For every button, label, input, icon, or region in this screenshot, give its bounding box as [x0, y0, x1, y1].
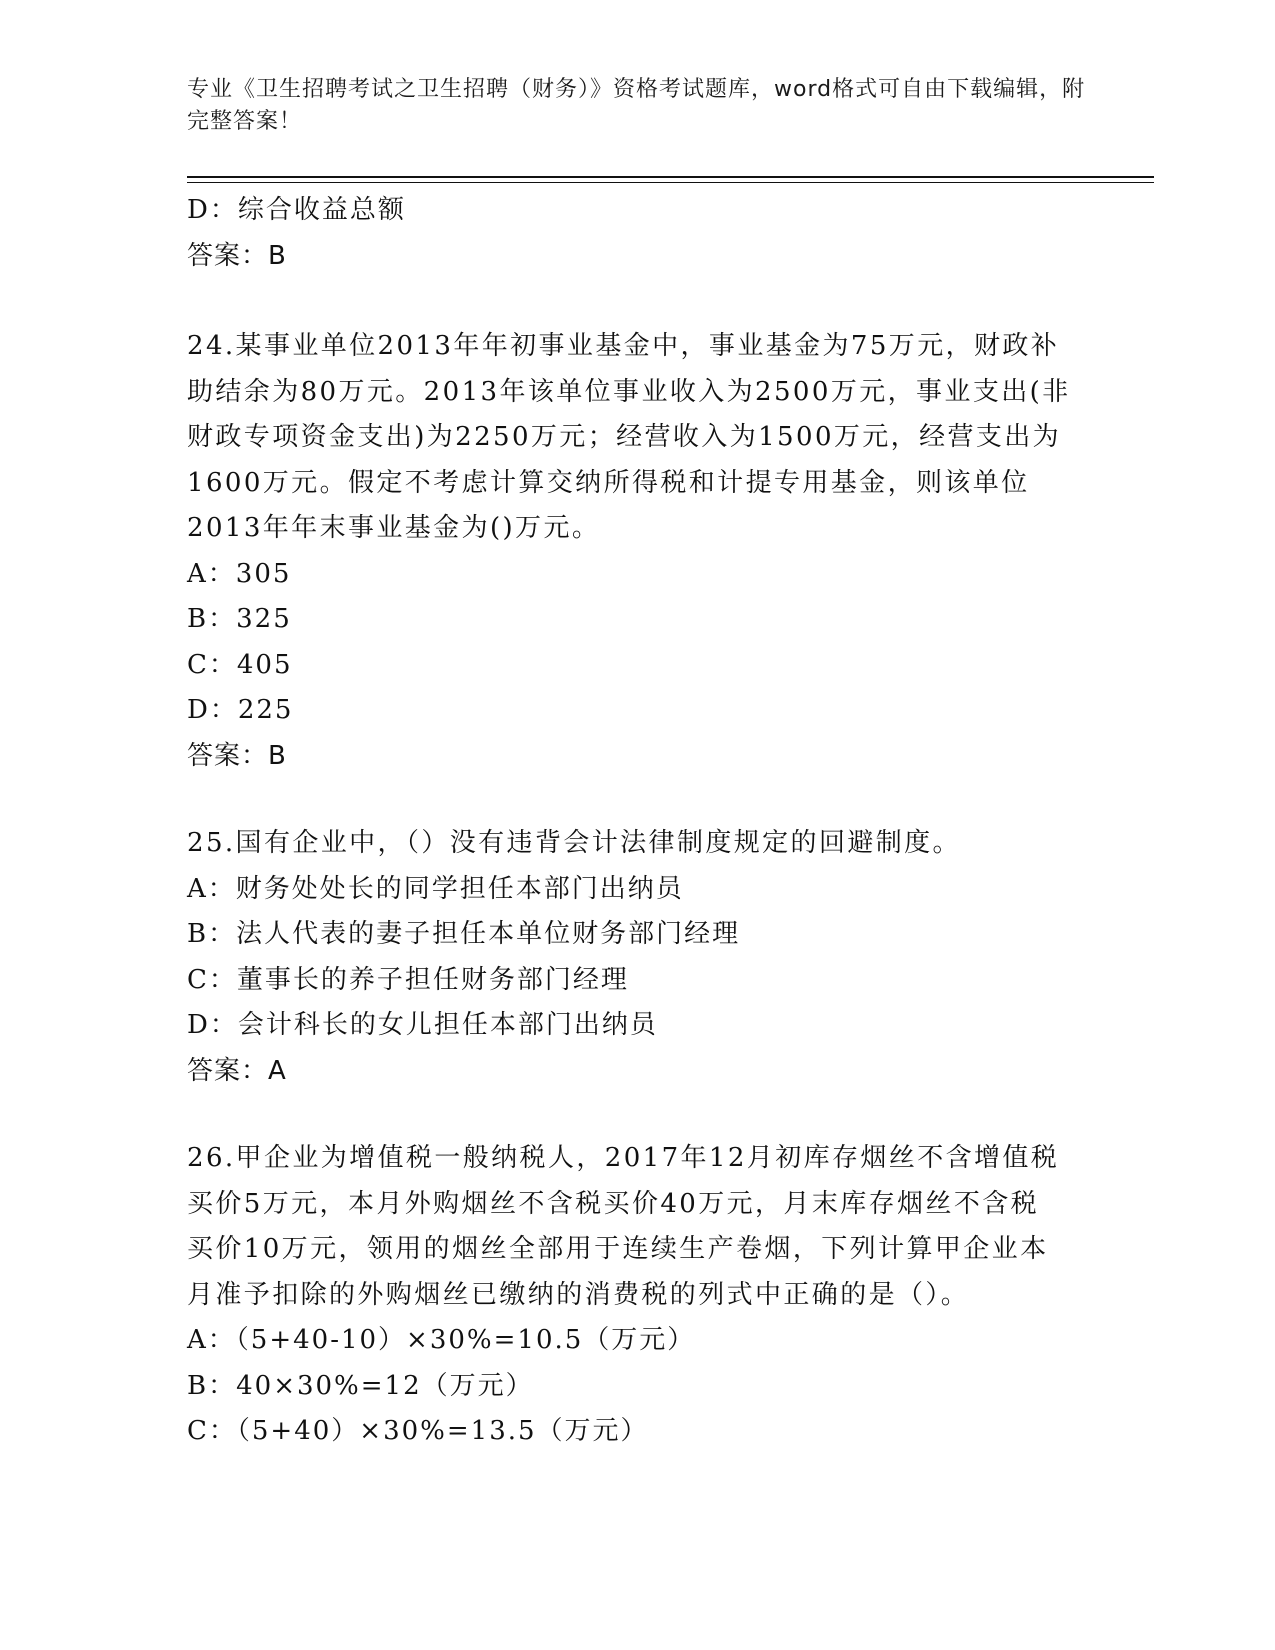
question-stem-line: 2013年年末事业基金为()万元。 [187, 513, 601, 543]
option-c: C：405 [187, 649, 293, 680]
option-d: D：综合收益总额 [187, 195, 406, 225]
question-25 [187, 821, 1087, 1094]
option-b: B：325 [187, 604, 292, 634]
question-stem-line: 24.某事业单位2013年年初事业基金中，事业基金为75万元，财政补 [187, 331, 1060, 361]
option-b: B：法人代表的妻子担任本单位财务部门经理 [187, 919, 741, 949]
question-stem-line: 助结余为80万元。2013年该单位事业收入为2500万元，事业支出(非 [187, 376, 1071, 407]
answer: 答案：A [187, 1055, 287, 1086]
option-a: A：（5+40-10）×30%=10.5（万元） [187, 1325, 696, 1355]
answer: 答案：B [187, 740, 287, 771]
question-stem-line: 25.国有企业中，（）没有违背会计法律制度规定的回避制度。 [187, 828, 961, 858]
option-b: B：40×30%=12（万元） [187, 1370, 534, 1401]
answer: 答案：B [187, 240, 287, 271]
question-stem-line: 月准予扣除的外购烟丝已缴纳的消费税的列式中正确的是（）。 [187, 1279, 970, 1310]
question-stem-line: 26.甲企业为增值税一般纳税人，2017年12月初库存烟丝不含增值税 [187, 1143, 1060, 1173]
option-d: D：会计科长的女儿担任本部门出纳员 [187, 1010, 658, 1040]
page-header [187, 74, 1087, 138]
question-stem-line: 1600万元。假定不考虑计算交纳所得税和计提专用基金，则该单位 [187, 467, 1030, 498]
question-stem-line: 买价5万元，本月外购烟丝不含税买价40万元，月末库存烟丝不含税 [187, 1188, 1040, 1219]
option-d: D：225 [187, 695, 294, 725]
question-stem-line: 买价10万元，领用的烟丝全部用于连续生产卷烟，下列计算甲企业本 [187, 1234, 1049, 1264]
option-c: C：（5+40）×30%=13.5（万元） [187, 1416, 649, 1446]
option-c: C：董事长的养子担任财务部门经理 [187, 964, 629, 995]
header-rule-thick [187, 176, 1154, 178]
question-stem-line: 财政专项资金支出)为2250万元；经营收入为1500万元，经营支出为 [187, 422, 1062, 452]
spacer [187, 279, 1087, 324]
header-rule-thin [187, 182, 1154, 183]
spacer [187, 779, 1087, 821]
question-24 [187, 324, 1087, 779]
spacer [187, 1094, 1087, 1136]
header-text: 专业《卫生招聘考试之卫生招聘（财务）》资格考试题库，word格式可自由下载编辑，附完整答案！ [187, 77, 1086, 134]
question-26 [187, 1136, 1087, 1455]
question-content [187, 188, 1087, 1455]
option-a: A：财务处处长的同学担任本部门出纳员 [187, 873, 684, 904]
option-a: A：305 [187, 558, 292, 589]
